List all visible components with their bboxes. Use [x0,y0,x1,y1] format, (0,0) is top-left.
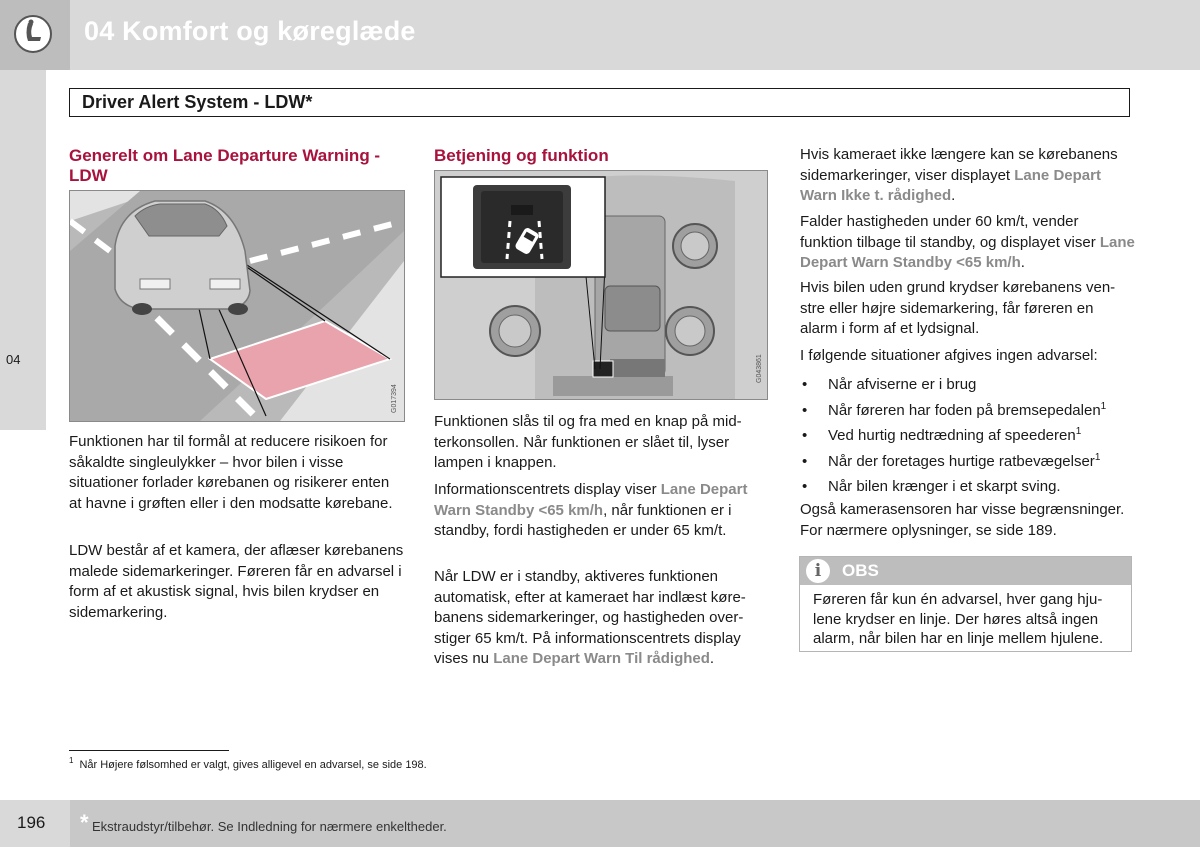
obs-title: OBS [842,561,879,580]
page-number: 196 [17,813,46,832]
display-msg-standby: Lane Depart Warn Standby <65 km/h [434,481,748,519]
no-warning-list [800,372,1140,500]
display-msg-standby-2: Lane Depart Warn Standby <65 km/h [800,233,1135,271]
col2-paragraph-1: Funktionen slås til og fra med en knap på midterkonsollen. Når funktionen er slået til, lyser lampen i knappen. [434,413,742,471]
chapter-title: 04 Komfort og køreglæde [84,16,416,46]
car-shape [115,201,250,315]
display-msg-unavailable: Lane Depart Warn Ikke t. rådighed [800,166,1101,204]
col3-paragraph-1: Hvis kameraet ikke længere kan se kørebanens sidemarkeringer, viser displayet Lane Depart Warn Ikke t. rådighed. [800,146,1118,204]
seat-icon [13,14,53,54]
footnote-divider [69,750,229,751]
footnote: $^1$ Når Højere følsomhed er valgt, gives alligevel en advarsel, se side 198. [69,756,427,771]
col2-paragraph-2: Informationscentrets display viser Lane Depart Warn Standby <65 km/h, når funktionen er i standby, fordi hastigheden er under 65 km/t. [434,481,748,539]
col2-paragraph-3: Når LDW er i standby, aktiveres funktionen automatisk, efter at kameraet har indlæst kørebanens sidemarkeringer, og hastigheden overstiger 65 km/t. På informationscentrets display vises nu Lane Depart Warn Til rådighed. [434,568,746,667]
side-tab-number: 04 [6,352,21,367]
col3-paragraph-3: Hvis bilen uden grund krydser kørebanens venstre eller højre sidemarkering, får føreren en alarm i form af et lydsignal. [800,279,1116,337]
col2-heading: Betjening og funktion [434,146,609,165]
col3-paragraph-2: Falder hastigheden under 60 km/t, vender funktion tilbage til standby, og displayet viser Lane Depart Warn Standby <65 km/h. [800,213,1135,271]
list-item: • Når afviserne er i brug [800,372,1140,398]
list-item: • Ved hurtig nedtrædning af speederen$^1$ [800,423,1140,449]
road-diagram [70,191,404,421]
list-item: • Når føreren har foden på bremsepedalen$^1$ [800,398,1140,424]
ldw-road-illustration [69,190,405,422]
section-title-box [69,88,1130,117]
section-title: Driver Alert System - LDW* [82,92,313,112]
col1-heading: Generelt om Lane Departure Warning - LDW [69,146,381,185]
obs-note-box [799,556,1132,652]
col3-paragraph-4: I følgende situationer afgives ingen advarsel: [800,347,1098,364]
display-msg-available: Lane Depart Warn Til rådighed [493,650,710,667]
col1-paragraph-2: LDW består af et kamera, der aflæser kørebanens malede sidemarkeringer. Føreren får en advarsel i form af et akustisk signal, hvis bilen krydser en sidemarkering. [69,542,404,621]
asterisk-mark: * [80,810,89,835]
obs-header [800,557,1131,585]
info-icon: i [806,559,830,583]
list-item: • Når bilen krænger i et skarpt sving. [800,474,1140,500]
center-console-illustration [434,170,768,400]
chapter-icon-box [0,0,70,70]
obs-text: Føreren får kun én advarsel, hver gang hjulene krydser en linje. Der høres altså ingen alarm, når bilen har en linje mellem hjulene. [813,591,1104,647]
col1-paragraph-1: Funktionen har til formål at reducere risikoen for såkaldte singleulykker – hvor bilen i visse situationer forlader kørebanen og risikerer enten at havne i grøften eller i den modsatte kørebane. [69,433,393,512]
figure-code-2: G043861 [756,354,763,383]
figure-code-1: G017394 [391,384,398,413]
console-diagram [435,171,767,399]
footer-note: Ekstraudstyr/tilbehør. Se Indledning for nærmere enkeltheder. [92,819,447,834]
chapter-side-tab [0,70,46,430]
list-item: • Når der foretages hurtige ratbevægelser$^1$ [800,449,1140,475]
col3-paragraph-5: Også kamerasensoren har visse begrænsninger. For nærmere oplysninger, se side 189. [800,501,1125,539]
